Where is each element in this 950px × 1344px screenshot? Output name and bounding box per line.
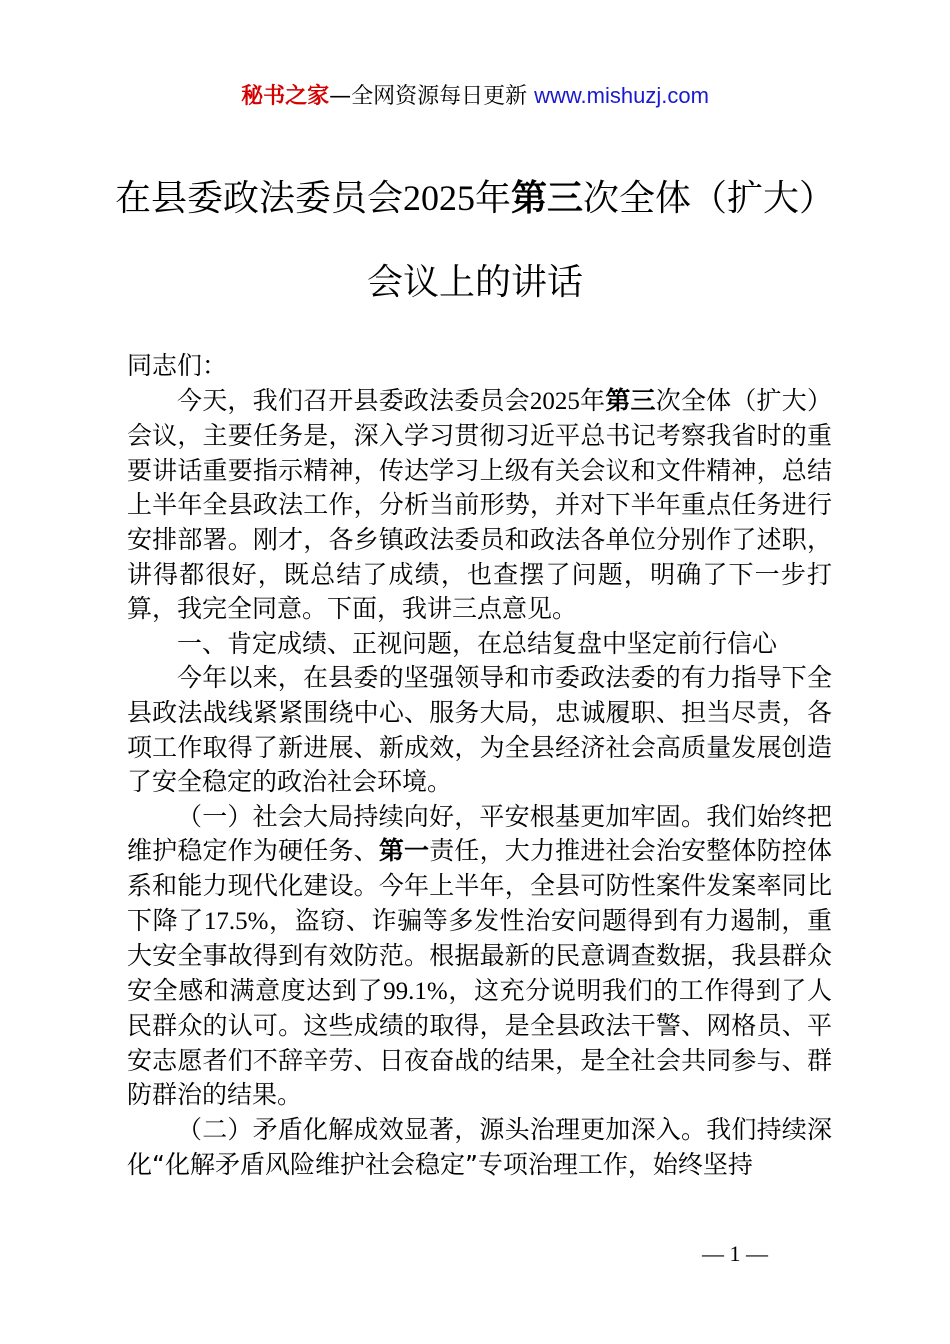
point1-text-c: ，盗窃、诈骗等多发性治安问题得到有力遏制，重大安全事故得到有效防范。根据最新的民意调查数据，我县群众安全感和满意度达到了 bbox=[127, 905, 832, 1005]
intro-text-a: 今天，我们召开县委政法委员会 bbox=[177, 385, 530, 415]
intro-bold-text: 第三 bbox=[605, 385, 656, 415]
title-text-1: 在县委政法委员会 bbox=[114, 178, 403, 219]
point1-text-d: ，这充分说明我们的工作得到了人民群众的认可。这些成绩的取得，是全县政法干警、网格员、平安志愿者们不辞辛劳、日夜奋战的结果，是全社会共同参与、群防群治的结果。 bbox=[127, 975, 832, 1110]
header-tagline: —全网资源每日更新 bbox=[329, 84, 535, 109]
intro-text-b: 年 bbox=[579, 385, 606, 415]
brand-name: 秘书之家 bbox=[241, 84, 330, 109]
site-url[interactable]: www.mishuzj.com bbox=[534, 83, 709, 108]
document-body bbox=[127, 349, 832, 1182]
paragraph-overview: 今年以来，在县委的坚强领导和市委政法委的有力指导下全县政法战线紧紧围绕中心、服务大局，忠诚履职、担当尽责，各项工作取得了新进展、新成效，为全县经济社会高质量发展创造了安全稳定的政治社会环境。 bbox=[127, 663, 832, 797]
title-text-2: 年 bbox=[474, 178, 511, 219]
document-title bbox=[100, 156, 850, 325]
point1-text-a: （一）社会大局持续向好，平安根基更加牢固。我们始终把维护稳定作为硬任务、 bbox=[127, 801, 832, 866]
intro-text-c: 次全体（扩大）会议，主要任务是，深入学习贯彻习近平总书记考察我省时的重要讲话重要指示精神，传达学习上级有关会议和文件精神，总结上半年全县政法工作，分析当前形势，并对下半年重点任务进行安排部署。刚才，各乡镇政法委员和政法各单位分别作了述职，讲得都很好，既总结了成绩，也查摆了问题，明确了下一步打算，我完全同意。下面，我讲三点意见。 bbox=[127, 385, 832, 624]
title-bold-text: 第三 bbox=[511, 178, 584, 219]
intro-year: 2025 bbox=[529, 387, 580, 415]
title-year: 2025 bbox=[402, 178, 475, 218]
point1-bold-text: 第一 bbox=[378, 836, 430, 866]
paragraph-point-2: （二）矛盾化解成效显著，源头治理更加深入。我们持续深化“化解矛盾风险维护社会稳定”专项治理工作，始终坚持 bbox=[127, 1115, 832, 1179]
point1-text-b: 责任，大力推进社会治安整体防控体系和能力现代化建设。今年上半年，全县可防性案件发案率同比下降了 bbox=[127, 836, 832, 935]
salutation: 同志们： bbox=[127, 351, 228, 380]
page-number: — 1 — bbox=[702, 1241, 768, 1266]
section-heading-1: 一、肯定成绩、正视问题，在总结复盘中坚定前行信心 bbox=[177, 628, 778, 658]
point1-rate: 17.5% bbox=[203, 907, 269, 935]
site-header bbox=[0, 80, 950, 113]
title-text-3: 次全体（扩大）会议上的讲话 bbox=[366, 178, 836, 303]
point1-satisfaction: 99.1% bbox=[383, 977, 448, 1005]
paragraph-intro bbox=[127, 384, 832, 627]
paragraph-point-1 bbox=[127, 800, 832, 1113]
